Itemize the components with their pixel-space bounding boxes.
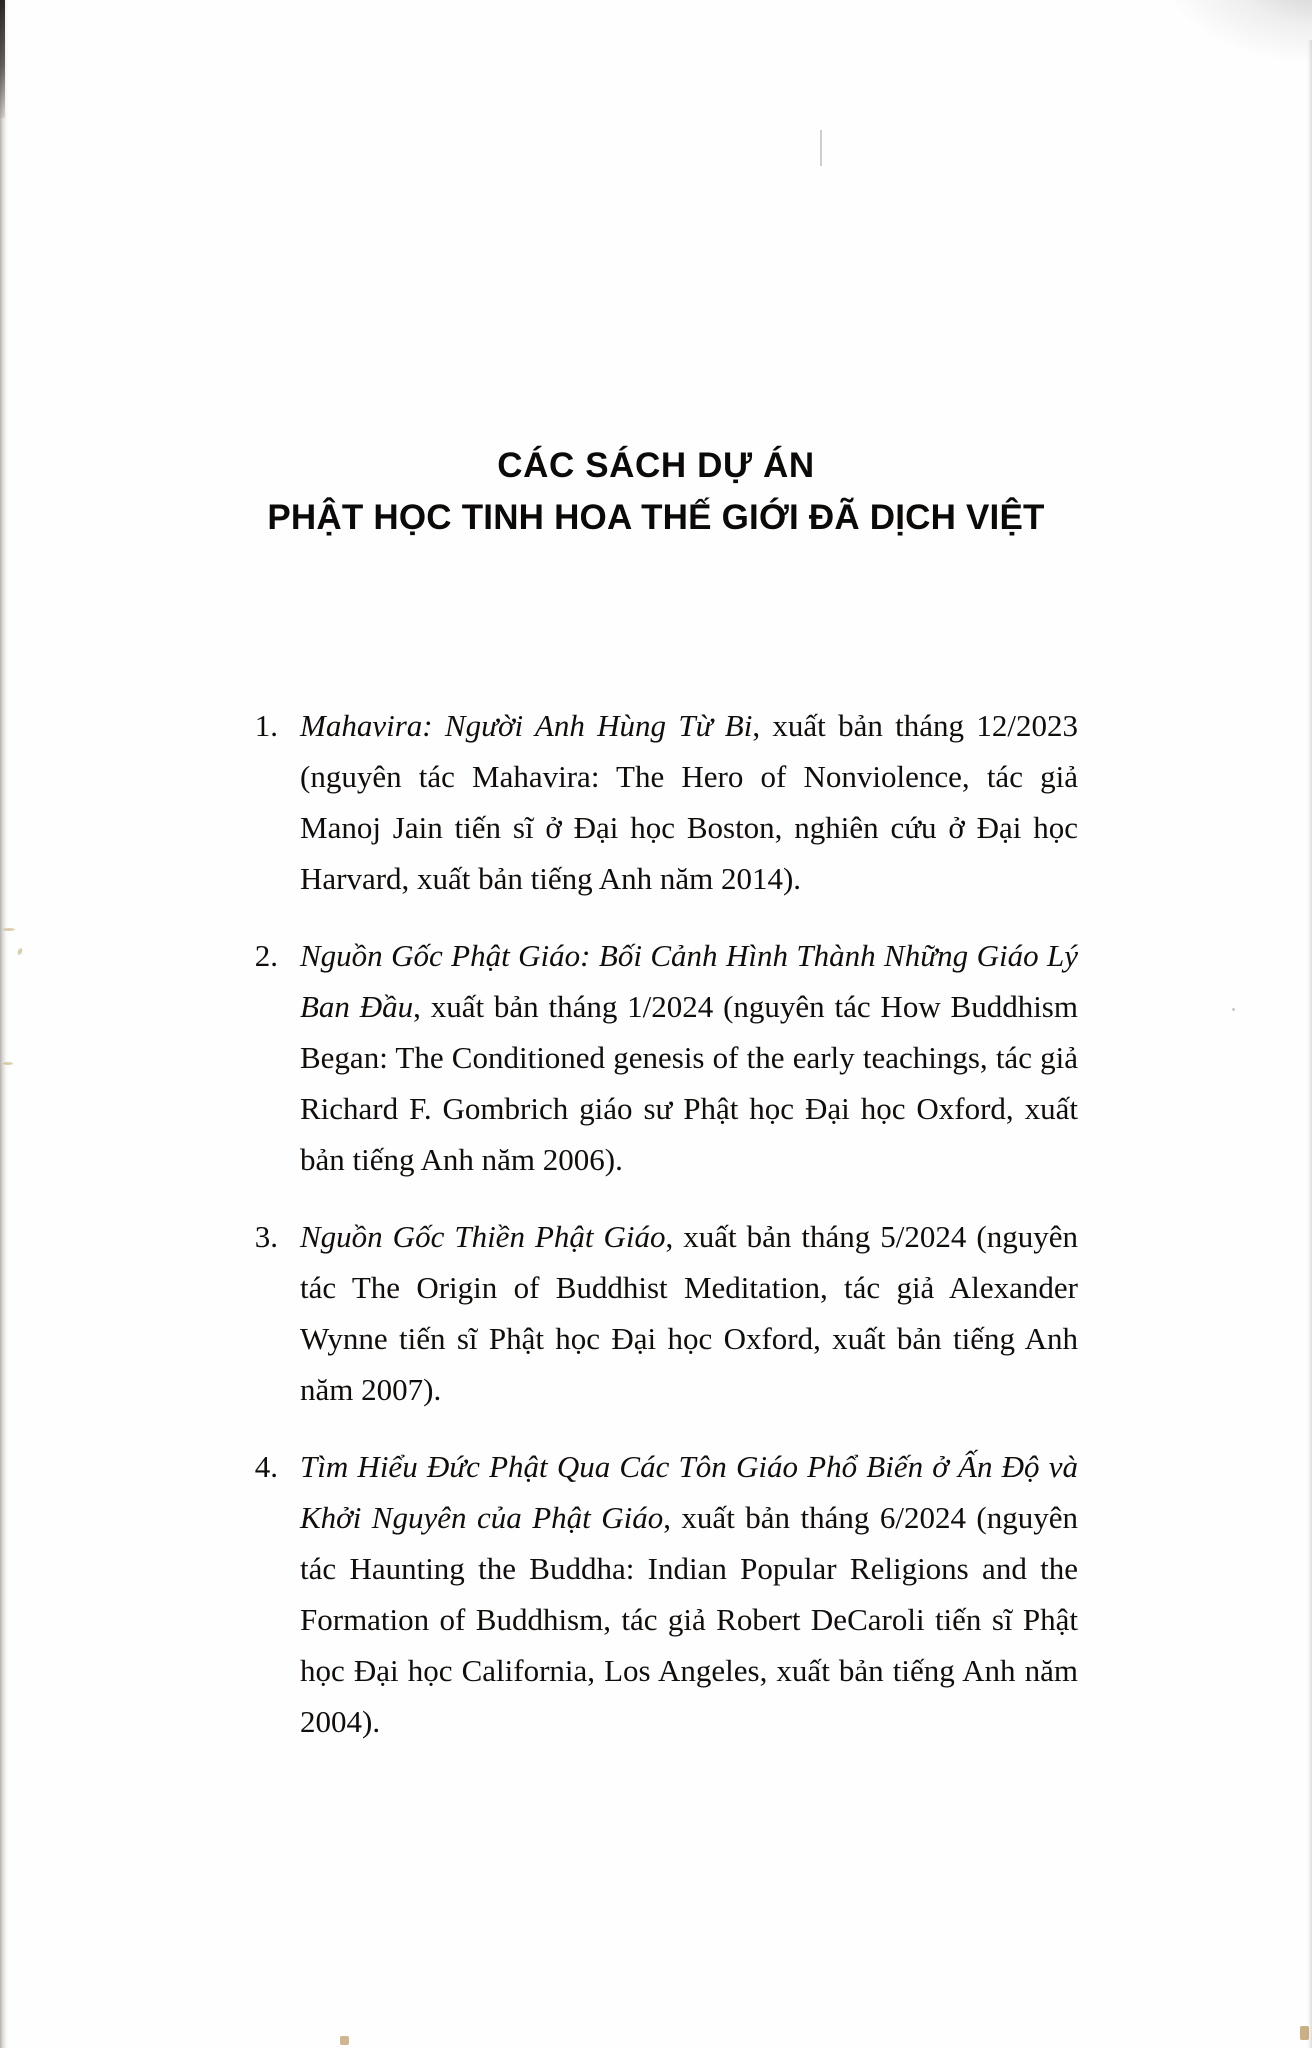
work-description: , xuất bản tháng 5/2024 (nguyên tác The Origin of Buddhist Meditation, tác giả Alexander Wynne tiến sĩ Phật học Đại học Oxford, xuất bản tiếng Anh năm 2007). [300, 1219, 1078, 1407]
work-description: , xuất bản tháng 1/2024 (nguyên tác How Buddhism Began: The Conditioned genesis of the early teachings, tác giả Richard F. Gombrich giáo sư Phật học Đại học Oxford, xuất bản tiếng Anh năm 2006). [300, 989, 1078, 1177]
page-heading [0, 440, 1312, 544]
list-item [248, 700, 1078, 904]
list-item-number: 4. [254, 1449, 278, 1484]
work-title: Tìm Hiểu Đức Phật Qua Các Tôn Giáo Phổ Biến ở Ấn Độ và Khởi Nguyên của Phật Giáo [300, 1449, 1078, 1535]
list-item-number: 3. [254, 1219, 278, 1254]
list-item-text [300, 930, 1078, 1185]
list-item-number: 1. [254, 708, 278, 743]
heading-line-primary: CÁC SÁCH DỰ ÁN [497, 446, 815, 485]
work-title: Mahavira: Người Anh Hùng Từ Bi [300, 708, 753, 743]
work-title: Nguồn Gốc Thiền Phật Giáo [300, 1219, 666, 1254]
list-item-text [300, 1441, 1078, 1747]
list-item [248, 1211, 1078, 1415]
list-item [248, 930, 1078, 1185]
list-item-text [300, 700, 1078, 904]
list-item [248, 1441, 1078, 1747]
heading-line-secondary: PHẬT HỌC TINH HOA THẾ GIỚI ĐÃ DỊCH VIỆT [267, 498, 1045, 537]
published-works-list [248, 700, 1078, 1773]
work-description: , xuất bản tháng 6/2024 (nguyên tác Haunting the Buddha: Indian Popular Religions and the Formation of Buddhism, tác giả Robert DeCaroli tiến sĩ Phật học Đại học California, Los Angeles, xuất bản tiếng Anh năm 2004). [300, 1500, 1079, 1739]
work-title: Nguồn Gốc Phật Giáo: Bối Cảnh Hình Thành Những Giáo Lý Ban Đầu [300, 938, 1078, 1024]
list-item-text [300, 1211, 1078, 1415]
list-item-number: 2. [254, 938, 278, 973]
work-description: , xuất bản tháng 12/2023 (nguyên tác Mahavira: The Hero of Nonviolence, tác giả Manoj Jain tiến sĩ ở Đại học Boston, nghiên cứu ở Đại học Harvard, xuất bản tiếng Anh năm 2014). [300, 708, 1078, 896]
